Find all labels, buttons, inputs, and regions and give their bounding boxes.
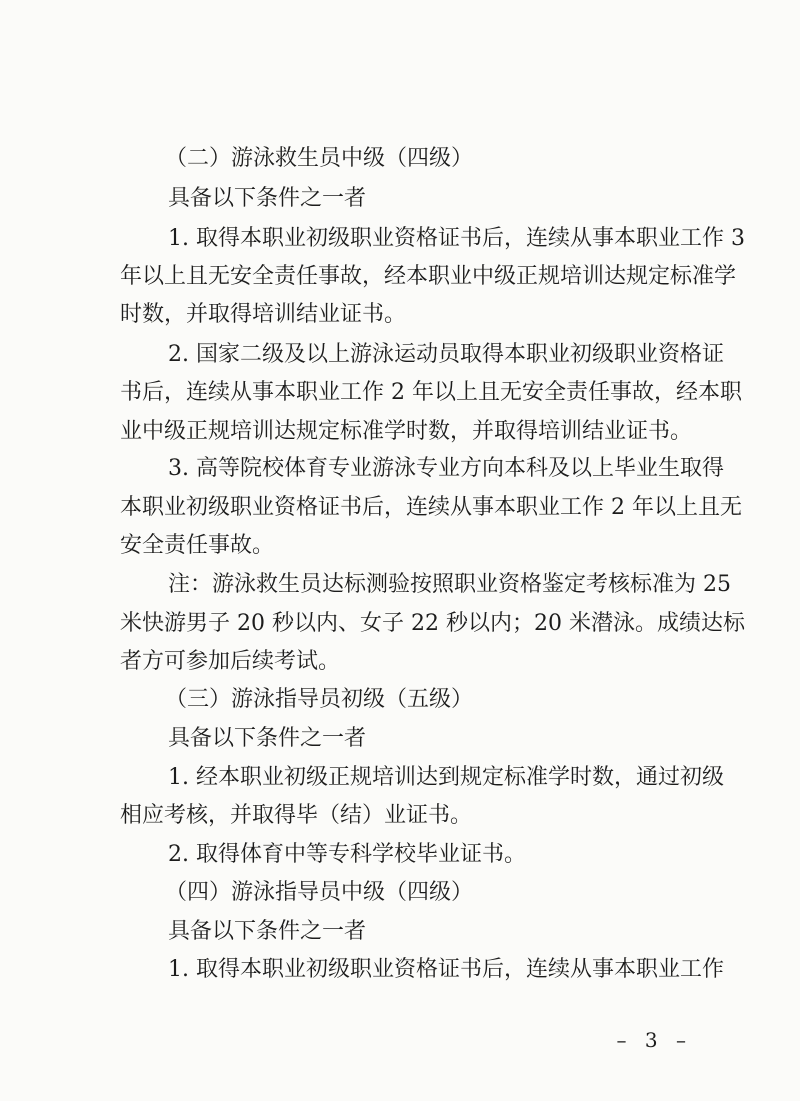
condition-intro: 具备以下条件之一者 [168, 726, 367, 751]
note-line: 者方可参加后续考试。 [120, 649, 341, 674]
section-heading-4: （四）游泳指导员中级（四级） [165, 880, 474, 905]
paragraph-line: 年以上且无安全责任事故，经本职业中级正规培训达规定标准学 [120, 264, 737, 289]
paragraph-line: 2. 国家二级及以上游泳运动员取得本职业初级职业资格证 [168, 342, 724, 367]
note-line: 注：游泳救生员达标测验按照职业资格鉴定考核标准为 25 [168, 572, 731, 597]
page-number: – 3 – [616, 1028, 692, 1052]
paragraph-line: 本职业初级职业资格证书后，连续从事本职业工作 2 年以上且无 [120, 495, 742, 520]
note-line: 米快游男子 20 秒以内、女子 22 秒以内；20 米潜泳。成绩达标 [120, 611, 745, 636]
condition-intro: 具备以下条件之一者 [168, 919, 367, 944]
paragraph-line: 1. 经本职业初级正规培训达到规定标准学时数，通过初级 [168, 765, 724, 790]
paragraph-line: 1. 取得本职业初级职业资格证书后，连续从事本职业工作 3 [168, 226, 745, 251]
paragraph-line: 2. 取得体育中等专科学校毕业证书。 [168, 842, 526, 867]
section-heading-3: （三）游泳指导员初级（五级） [165, 687, 474, 712]
paragraph-line: 时数，并取得培训结业证书。 [120, 302, 407, 327]
paragraph-line: 书后，连续从事本职业工作 2 年以上且无安全责任事故，经本职 [120, 380, 742, 405]
section-heading-2: （二）游泳救生员中级（四级） [165, 146, 474, 171]
paragraph-line: 相应考核，并取得毕（结）业证书。 [120, 803, 473, 828]
paragraph-line: 安全责任事故。 [120, 533, 275, 558]
paragraph-line: 1. 取得本职业初级职业资格证书后，连续从事本职业工作 [168, 957, 724, 982]
condition-intro: 具备以下条件之一者 [168, 186, 367, 211]
paragraph-line: 业中级正规培训达规定标准学时数，并取得培训结业证书。 [120, 419, 693, 444]
paragraph-line: 3. 高等院校体育专业游泳专业方向本科及以上毕业生取得 [168, 456, 724, 481]
